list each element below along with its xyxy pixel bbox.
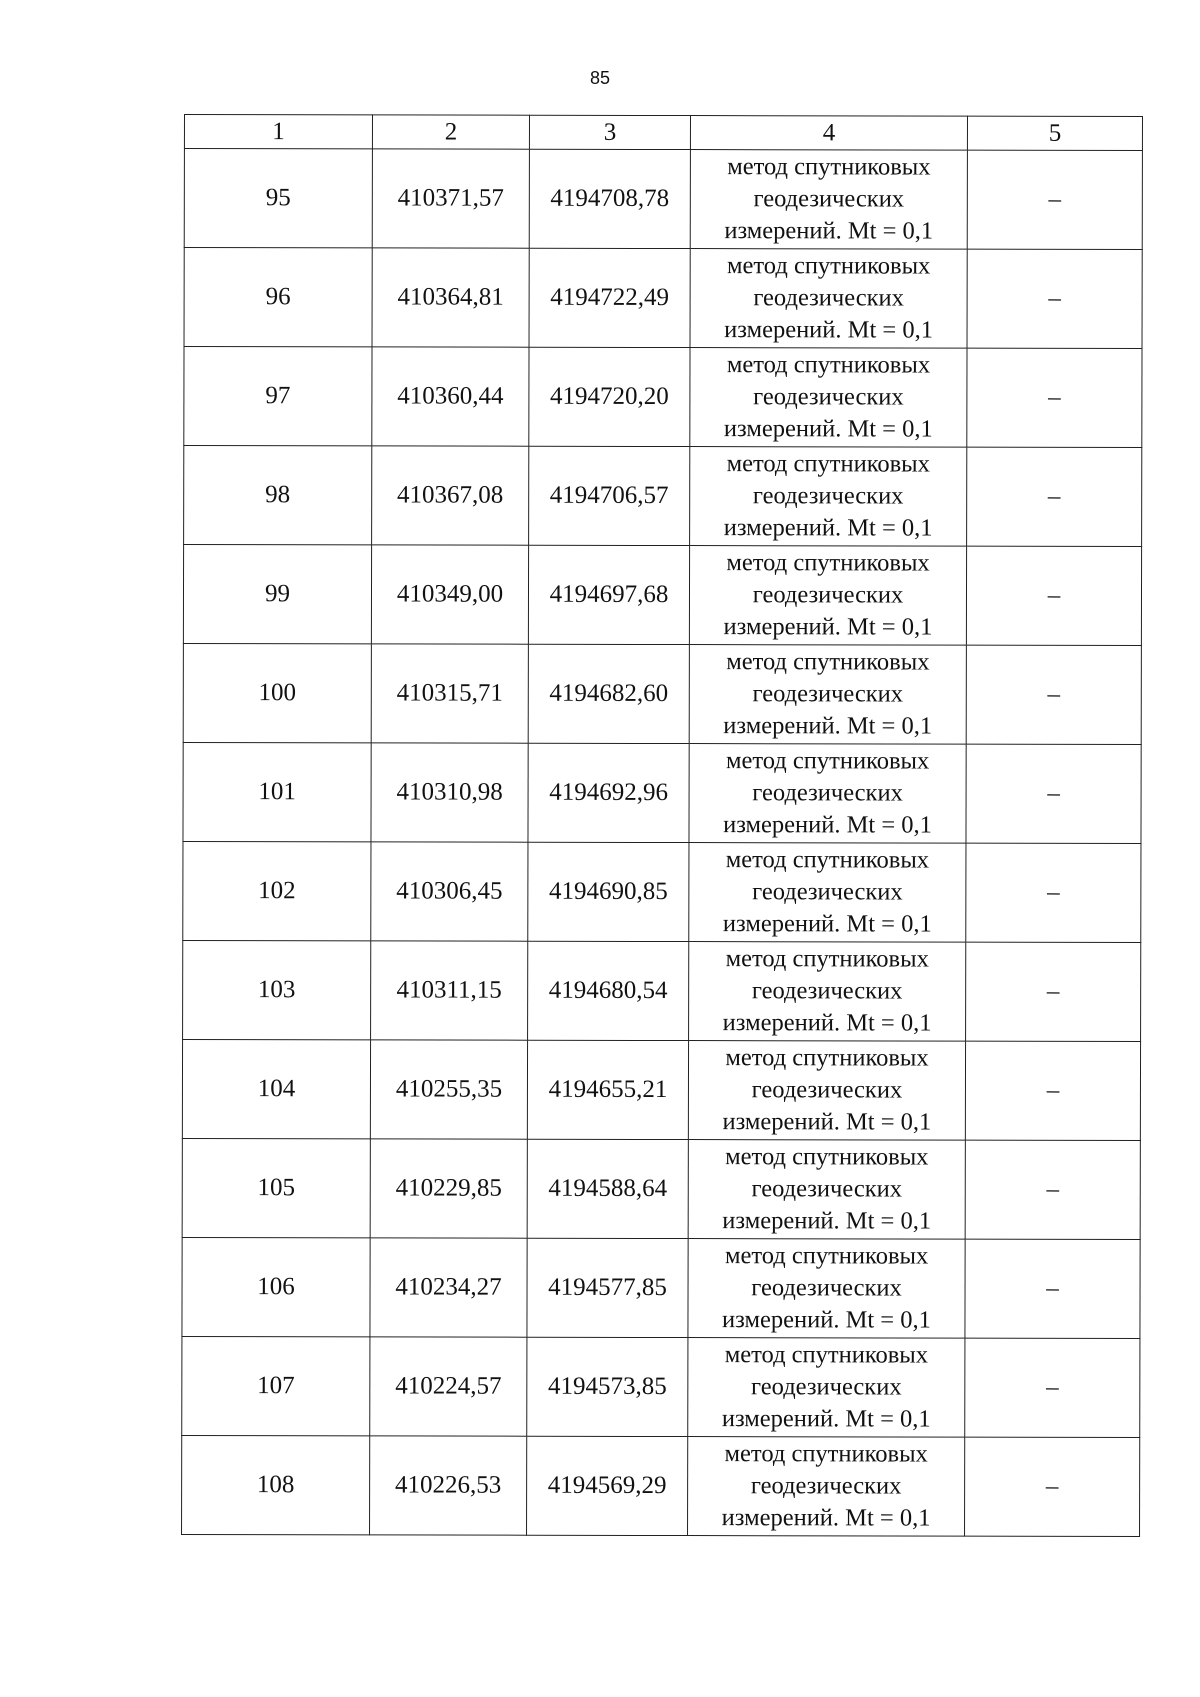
coordinates-table: [181, 114, 1143, 1537]
point-number-cell: 100: [183, 643, 371, 742]
point-number-cell: 101: [183, 742, 371, 841]
y-coordinate-cell: 4194720,20: [529, 347, 690, 446]
method-cell: [690, 150, 967, 250]
point-number-cell: 106: [182, 1237, 370, 1336]
method-cell: [688, 1437, 965, 1537]
method-line: геодезических: [752, 878, 903, 906]
method-cell: [689, 942, 966, 1042]
y-coordinate-cell: 4194573,85: [527, 1337, 688, 1436]
y-coordinate-cell: 4194706,57: [529, 446, 690, 545]
method-line: геодезических: [751, 1175, 903, 1203]
x-coordinate-cell: 410229,85: [370, 1139, 527, 1238]
method-line: измерений. Mt = 0,1: [723, 613, 933, 641]
method-line: измерений. Mt = 0,1: [723, 811, 932, 839]
table-row: [183, 841, 1141, 942]
point-number-cell: 97: [184, 347, 372, 446]
method-line: измерений. Mt = 0,1: [722, 910, 932, 938]
method-line: метод спутниковых: [726, 450, 930, 478]
method-line: метод спутниковых: [725, 747, 930, 775]
method-cell: [690, 249, 967, 349]
header-col-2: 2: [372, 115, 529, 149]
point-number-cell: 96: [184, 248, 372, 347]
method-line: метод спутниковых: [725, 1143, 929, 1171]
point-number-cell: 103: [183, 940, 371, 1039]
table-row: [184, 347, 1142, 448]
note-cell: –: [965, 1239, 1140, 1338]
method-line: метод спутниковых: [726, 549, 930, 577]
method-line: измерений. Mt = 0,1: [723, 514, 933, 542]
note-cell: –: [965, 1437, 1140, 1536]
method-cell: [689, 744, 966, 844]
method-cell: [688, 1338, 965, 1438]
y-coordinate-cell: 4194697,68: [528, 545, 689, 644]
note-cell: –: [965, 1338, 1140, 1437]
table-row: [182, 1039, 1140, 1140]
method-cell: [688, 1239, 965, 1339]
y-coordinate-cell: 4194722,49: [529, 248, 690, 347]
method-line: геодезических: [752, 779, 903, 807]
x-coordinate-cell: 410255,35: [370, 1040, 527, 1139]
x-coordinate-cell: 410224,57: [370, 1337, 527, 1436]
point-number-cell: 98: [184, 446, 372, 545]
method-line: метод спутниковых: [725, 1044, 929, 1072]
method-line: измерений. Mt = 0,1: [723, 712, 933, 740]
table-row: [182, 1237, 1140, 1338]
y-coordinate-cell: 4194655,21: [527, 1040, 688, 1139]
table-row: [182, 1435, 1140, 1536]
x-coordinate-cell: 410234,27: [370, 1238, 527, 1337]
x-coordinate-cell: 410315,71: [371, 644, 528, 743]
note-cell: –: [966, 744, 1141, 843]
table-row: [183, 940, 1141, 1041]
note-cell: –: [967, 447, 1142, 546]
method-line: геодезических: [752, 482, 904, 510]
y-coordinate-cell: 4194588,64: [527, 1139, 688, 1238]
table-row: [184, 248, 1142, 349]
point-number-cell: 104: [182, 1039, 370, 1138]
y-coordinate-cell: 4194690,85: [528, 842, 689, 941]
table-row: [184, 149, 1142, 250]
page-number: 85: [589, 68, 611, 88]
y-coordinate-cell: 4194708,78: [529, 149, 690, 248]
note-cell: –: [966, 942, 1141, 1041]
x-coordinate-cell: 410364,81: [372, 248, 529, 347]
x-coordinate-cell: 410226,53: [370, 1436, 527, 1535]
y-coordinate-cell: 4194682,60: [528, 644, 689, 743]
method-line: метод спутниковых: [725, 846, 930, 874]
method-cell: [690, 348, 967, 448]
method-line: метод спутниковых: [727, 252, 931, 280]
note-cell: –: [965, 1140, 1140, 1239]
header-col-4: 4: [690, 116, 967, 151]
method-line: метод спутниковых: [724, 1242, 929, 1270]
table-header: [184, 115, 1142, 151]
method-line: метод спутниковых: [724, 1341, 929, 1369]
note-cell: –: [966, 843, 1141, 942]
method-line: метод спутниковых: [726, 648, 930, 676]
table-row: [183, 545, 1141, 646]
table-row: [183, 742, 1141, 843]
point-number-cell: 107: [182, 1336, 370, 1435]
method-line: геодезических: [753, 383, 904, 411]
y-coordinate-cell: 4194692,96: [528, 743, 689, 842]
header-col-3: 3: [529, 115, 690, 149]
method-line: измерений. Mt = 0,1: [724, 316, 933, 344]
method-line: измерений. Mt = 0,1: [723, 415, 933, 443]
method-cell: [690, 447, 967, 547]
method-line: измерений. Mt = 0,1: [722, 1009, 932, 1037]
method-line: геодезических: [750, 1472, 902, 1500]
header-row: [184, 115, 1142, 151]
y-coordinate-cell: 4194569,29: [527, 1436, 688, 1535]
method-line: измерений. Mt = 0,1: [722, 1306, 931, 1334]
point-number-cell: 99: [183, 545, 371, 644]
method-line: измерений. Mt = 0,1: [721, 1405, 931, 1433]
method-line: метод спутниковых: [724, 1440, 928, 1468]
point-number-cell: 105: [182, 1138, 370, 1237]
table-row: [182, 1138, 1140, 1239]
note-cell: –: [965, 1041, 1140, 1140]
note-cell: –: [967, 249, 1142, 348]
y-coordinate-cell: 4194680,54: [528, 941, 689, 1040]
x-coordinate-cell: 410371,57: [372, 149, 529, 248]
method-line: геодезических: [751, 1373, 902, 1401]
method-line: измерений. Mt = 0,1: [721, 1504, 931, 1532]
x-coordinate-cell: 410360,44: [372, 347, 529, 446]
method-line: метод спутниковых: [725, 945, 929, 973]
x-coordinate-cell: 410367,08: [372, 446, 529, 545]
method-line: измерений. Mt = 0,1: [722, 1207, 932, 1235]
method-line: геодезических: [751, 977, 903, 1005]
point-number-cell: 102: [183, 841, 371, 940]
table-row: [182, 1336, 1140, 1437]
method-line: метод спутниковых: [727, 153, 931, 181]
table-body: [182, 149, 1143, 1537]
table-row: [184, 446, 1142, 547]
method-line: геодезических: [751, 1076, 903, 1104]
header-col-5: 5: [967, 116, 1142, 150]
method-line: измерений. Mt = 0,1: [724, 217, 934, 245]
method-cell: [688, 1140, 965, 1240]
method-line: геодезических: [752, 581, 904, 609]
x-coordinate-cell: 410311,15: [371, 941, 528, 1040]
note-cell: –: [966, 546, 1141, 645]
x-coordinate-cell: 410310,98: [371, 743, 528, 842]
header-col-1: 1: [184, 115, 372, 149]
method-line: метод спутниковых: [726, 351, 931, 379]
method-line: геодезических: [752, 680, 904, 708]
note-cell: –: [967, 150, 1142, 249]
method-cell: [688, 1041, 965, 1141]
note-cell: –: [966, 645, 1141, 744]
table-row: [183, 643, 1141, 744]
method-line: геодезических: [753, 284, 904, 312]
method-cell: [689, 645, 966, 745]
point-number-cell: 95: [184, 149, 372, 248]
method-cell: [689, 843, 966, 943]
y-coordinate-cell: 4194577,85: [527, 1238, 688, 1337]
method-line: геодезических: [753, 185, 905, 213]
note-cell: –: [967, 348, 1142, 447]
point-number-cell: 108: [182, 1435, 370, 1534]
x-coordinate-cell: 410306,45: [371, 842, 528, 941]
method-line: измерений. Mt = 0,1: [722, 1108, 932, 1136]
method-cell: [689, 546, 966, 646]
x-coordinate-cell: 410349,00: [371, 545, 528, 644]
method-line: геодезических: [751, 1274, 902, 1302]
